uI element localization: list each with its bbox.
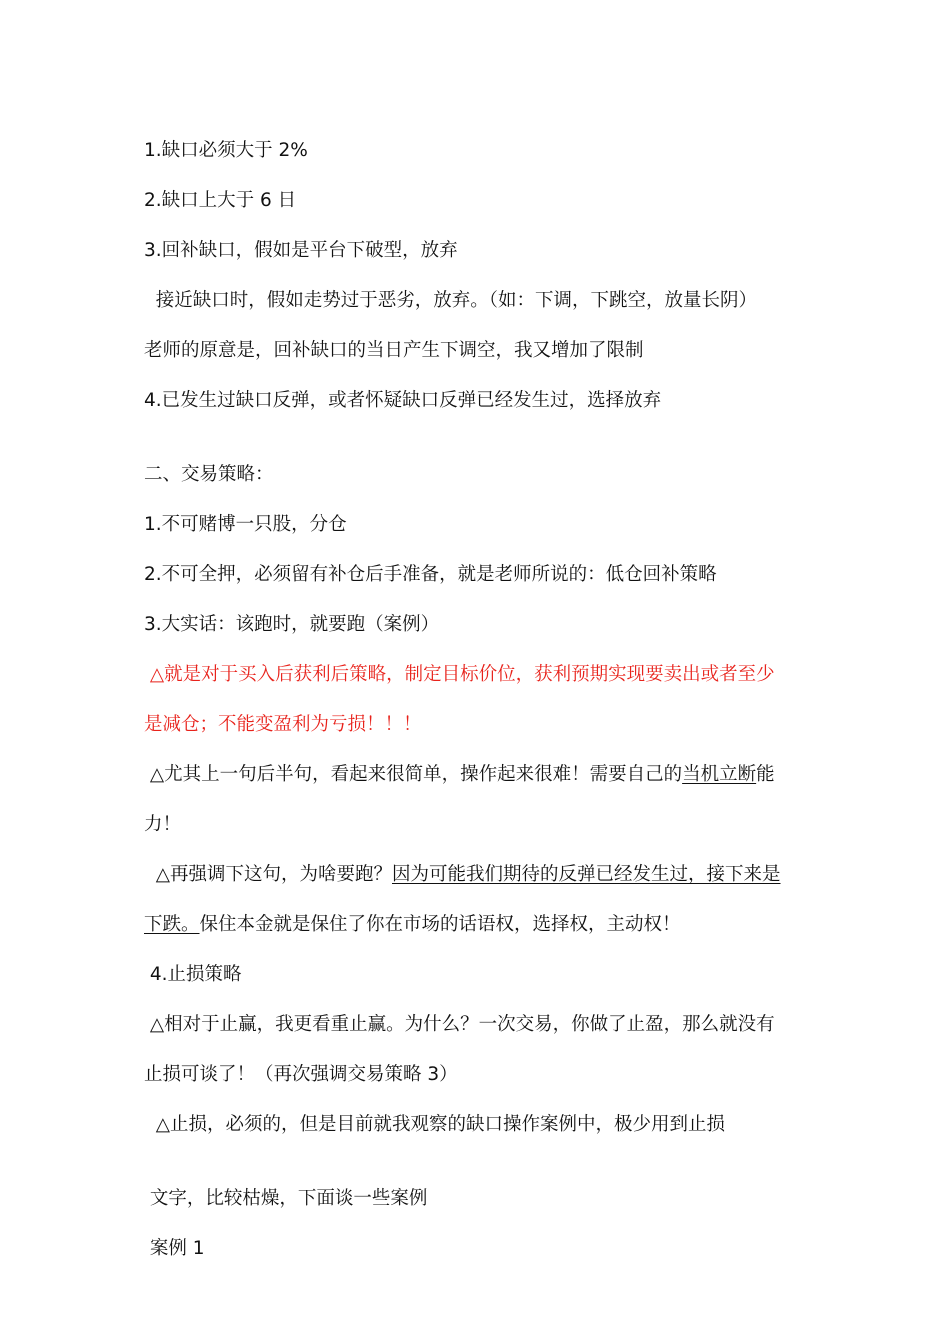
rule-1-gap-size: 1.缺口必须大于 2% bbox=[144, 140, 308, 161]
note-2-underlined: 因为可能我们期待的反弹已经发生过，接下来是 bbox=[392, 864, 781, 885]
strategy-3-emphasis-line1: △就是对于买入后获利后策略，制定目标价位，获利预期实现要卖出或者至少 bbox=[144, 664, 775, 685]
strategy-4-note-1: △相对于止赢，我更看重止赢。为什么？一次交易，你做了止盈，那么就没有 bbox=[144, 1014, 775, 1035]
note-1-tail: 能 bbox=[756, 764, 775, 785]
strategy-3-note-2 bbox=[144, 862, 781, 888]
note-1-underlined: 当机立断 bbox=[682, 764, 757, 785]
strategy-2: 2.不可全押，必须留有补仓后手准备，就是老师所说的：低仓回补策略 bbox=[144, 564, 717, 585]
rule-3-note-approach: 接近缺口时，假如走势过于恶劣，放弃。（如：下调，下跳空，放量长阴） bbox=[144, 290, 758, 311]
strategy-3-note-2-cont bbox=[144, 912, 681, 938]
rule-3-fill-gap: 3.回补缺口，假如是平台下破型，放弃 bbox=[144, 240, 458, 261]
strategy-4-note-2: △止损，必须的，但是目前就我观察的缺口操作案例中，极少用到止损 bbox=[144, 1114, 725, 1135]
note-2-text: △再强调下这句，为啥要跑？ bbox=[144, 864, 392, 885]
strategy-1: 1.不可赌博一只股，分仓 bbox=[144, 514, 347, 535]
note-1-text: △尤其上一句后半句，看起来很简单，操作起来很难！需要自己的 bbox=[144, 764, 683, 785]
strategy-3: 3.大实话：该跑时，就要跑（案例） bbox=[144, 614, 440, 635]
strategy-3-note-1 bbox=[144, 762, 775, 788]
rule-2-gap-days: 2.缺口上大于 6 日 bbox=[144, 190, 297, 211]
case-1-heading: 案例 1 bbox=[144, 1238, 205, 1259]
rule-4-rebound-happened: 4.已发生过缺口反弹，或者怀疑缺口反弹已经发生过，选择放弃 bbox=[144, 390, 662, 411]
note-2-underlined-cont: 下跌。 bbox=[144, 914, 200, 935]
strategy-3-emphasis-line2: 是减仓；不能变盈利为亏损！！！ bbox=[144, 714, 422, 735]
section-heading-trading-strategy: 二、交易策略： bbox=[144, 464, 274, 485]
intro-cases: 文字，比较枯燥，下面谈一些案例 bbox=[144, 1188, 428, 1209]
strategy-4-stop-loss: 4.止损策略 bbox=[144, 964, 242, 985]
strategy-3-note-1-cont: 力！ bbox=[144, 814, 182, 835]
strategy-4-note-1-cont: 止损可谈了！（再次强调交易策略 3） bbox=[144, 1064, 458, 1085]
note-2-text-cont: 保住本金就是保住了你在市场的话语权，选择权，主动权！ bbox=[199, 914, 681, 935]
rule-3-note-teacher: 老师的原意是，回补缺口的当日产生下调空，我又增加了限制 bbox=[144, 340, 644, 361]
